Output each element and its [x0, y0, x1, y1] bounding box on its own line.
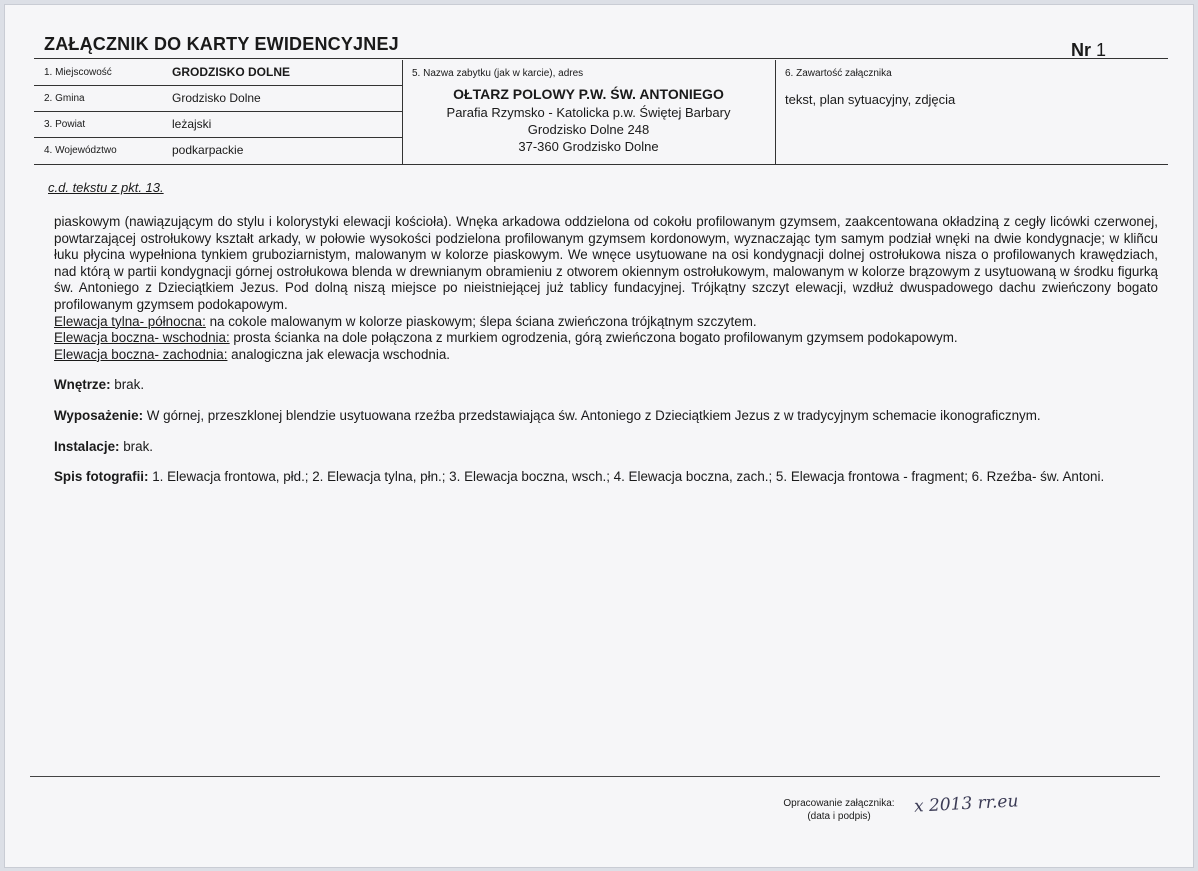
elevation-north [54, 314, 1158, 331]
elevation-text: prosta ścianka na dole połączona z murkiem ogrodzenia, górą zwieńczona bogato profilowanym gzymsem podokapowym. [229, 330, 958, 346]
contents-value: tekst, plan sytuacyjny, zdjęcia [785, 92, 956, 107]
field-row-county [34, 112, 402, 138]
elevation-east [54, 330, 1158, 347]
monument-address-line: Parafia Rzymsko - Katolicka p.w. Świętej Barbary [446, 105, 731, 120]
section-furnishings [54, 408, 1158, 425]
monument-address-line: Grodzisko Dolne 248 [527, 122, 650, 137]
field-label: 4. Województwo [44, 145, 117, 156]
contents-label: 6. Zawartość załącznika [785, 68, 892, 79]
nr-label: Nr [1070, 40, 1091, 60]
elevation-text: analogiczna jak elewacja wschodnia. [227, 346, 451, 362]
field-label: 2. Gmina [44, 93, 85, 104]
field-value: podkarpackie [172, 143, 244, 157]
field-value: leżajski [172, 117, 212, 131]
section-label: Instalacje: [54, 438, 120, 454]
monument-cell [402, 60, 776, 164]
field-value: GRODZISKO DOLNE [172, 65, 291, 79]
document-body [54, 214, 1158, 486]
nr-value: 1 [1095, 40, 1106, 60]
section-label: Spis fotografii: [54, 469, 149, 485]
body-intro: piaskowym (nawiązującym do stylu i kolorystyki elewacji kościoła). Wnęka arkadowa oddzielona od cokołu profilowanym gzymsem, zaakcentowana okładziną z cegły licówki czerwonej, powtarzającej ostrołukowy kształt arkady, w połowie wysokości podzielona profilowanym gzymsem kordonowym, wyznaczając tym samym podział wnęki na dwie kondygnacje; w kliñcu łuku płycina wypełniona tynkiem gruboziarnistym, malowanym w kolorze piaskowym. We wnęce usytuowane na osi kondygnacji dolnej ostrołukowa nisza o profilowanych krawędziach, nad którą w partii kondygnacji górnej ostrołukowa blenda w drewnianym obramieniu z otworem okiennym ostrołukowym, malowanym w kolorze brązowym z usytuowaną w środku figurką św. Antoniego z Dzieciątkiem Jezus. Pod dolną niszą miejsce po nieistniejącej już tablicy fundacyjnej. Trójkątny szczyt elewacji, wzdłuż dwuspadowego dachu zwieńczony bogato profilowanym gzymsem podokapowym. [54, 214, 1158, 312]
section-label: Wnętrze: [54, 377, 111, 393]
section-text: brak. [119, 438, 153, 454]
monument-label: 5. Nazwa zabytku (jak w karcie), adres [412, 68, 584, 79]
contents-cell [775, 60, 1168, 164]
header-table [34, 60, 1168, 165]
elevation-label: Elewacja boczna- wschodnia: [54, 330, 230, 346]
title-divider [34, 58, 1168, 59]
field-row-commune [34, 86, 402, 112]
field-row-locality [34, 60, 402, 86]
elevation-label: Elewacja boczna- zachodnia: [54, 346, 228, 362]
section-text: 1. Elewacja frontowa, płd.; 2. Elewacja tylna, płn.; 3. Elewacja boczna, wsch.; 4. Elewacja boczna, zach.; 5. Elewacja frontowa - fragment; 6. Rzeźba- św. Antoni. [148, 469, 1105, 485]
continuation-heading: c.d. tekstu z pkt. 13. [48, 180, 164, 195]
document-title: ZAŁĄCZNIK DO KARTY EWIDENCYJNEJ [44, 34, 399, 54]
document-sheet [4, 4, 1194, 868]
section-text: W górnej, przeszklonej blendzie usytuowana rzeźba przedstawiająca św. Antoniego z Dzieciątkiem Jezus z w tradycyjnym schemacie ikonograficznym. [143, 407, 1041, 423]
section-text: brak. [110, 377, 145, 393]
monument-address-line: 37-360 Grodzisko Dolne [518, 139, 659, 154]
elevation-text: na cokole malowanym w kolorze piaskowym; ślepa ściana zwieńczona trójkątnym szczytem. [205, 313, 757, 329]
section-installations [54, 439, 1158, 456]
footer-divider [30, 776, 1160, 777]
section-label: Wyposażenie: [54, 407, 144, 423]
elevation-west [54, 347, 1158, 364]
section-photos [54, 469, 1158, 486]
field-label: 3. Powiat [44, 119, 86, 130]
field-label: 1. Miejscowość [44, 67, 112, 78]
prepared-by [774, 797, 904, 823]
field-value: Grodzisko Dolne [172, 91, 261, 105]
handwritten-signature: x 2013 rr.eu [913, 791, 1019, 817]
monument-name: OŁTARZ POLOWY P.W. ŚW. ANTONIEGO [453, 86, 724, 102]
elevation-label: Elewacja tylna- północna: [54, 313, 206, 329]
field-row-voivodeship [34, 138, 402, 163]
location-fields [34, 60, 403, 164]
prepared-sublabel: (data i podpis) [807, 811, 871, 822]
prepared-label: Opracowanie załącznika: [783, 798, 895, 809]
section-interior [54, 377, 1158, 394]
